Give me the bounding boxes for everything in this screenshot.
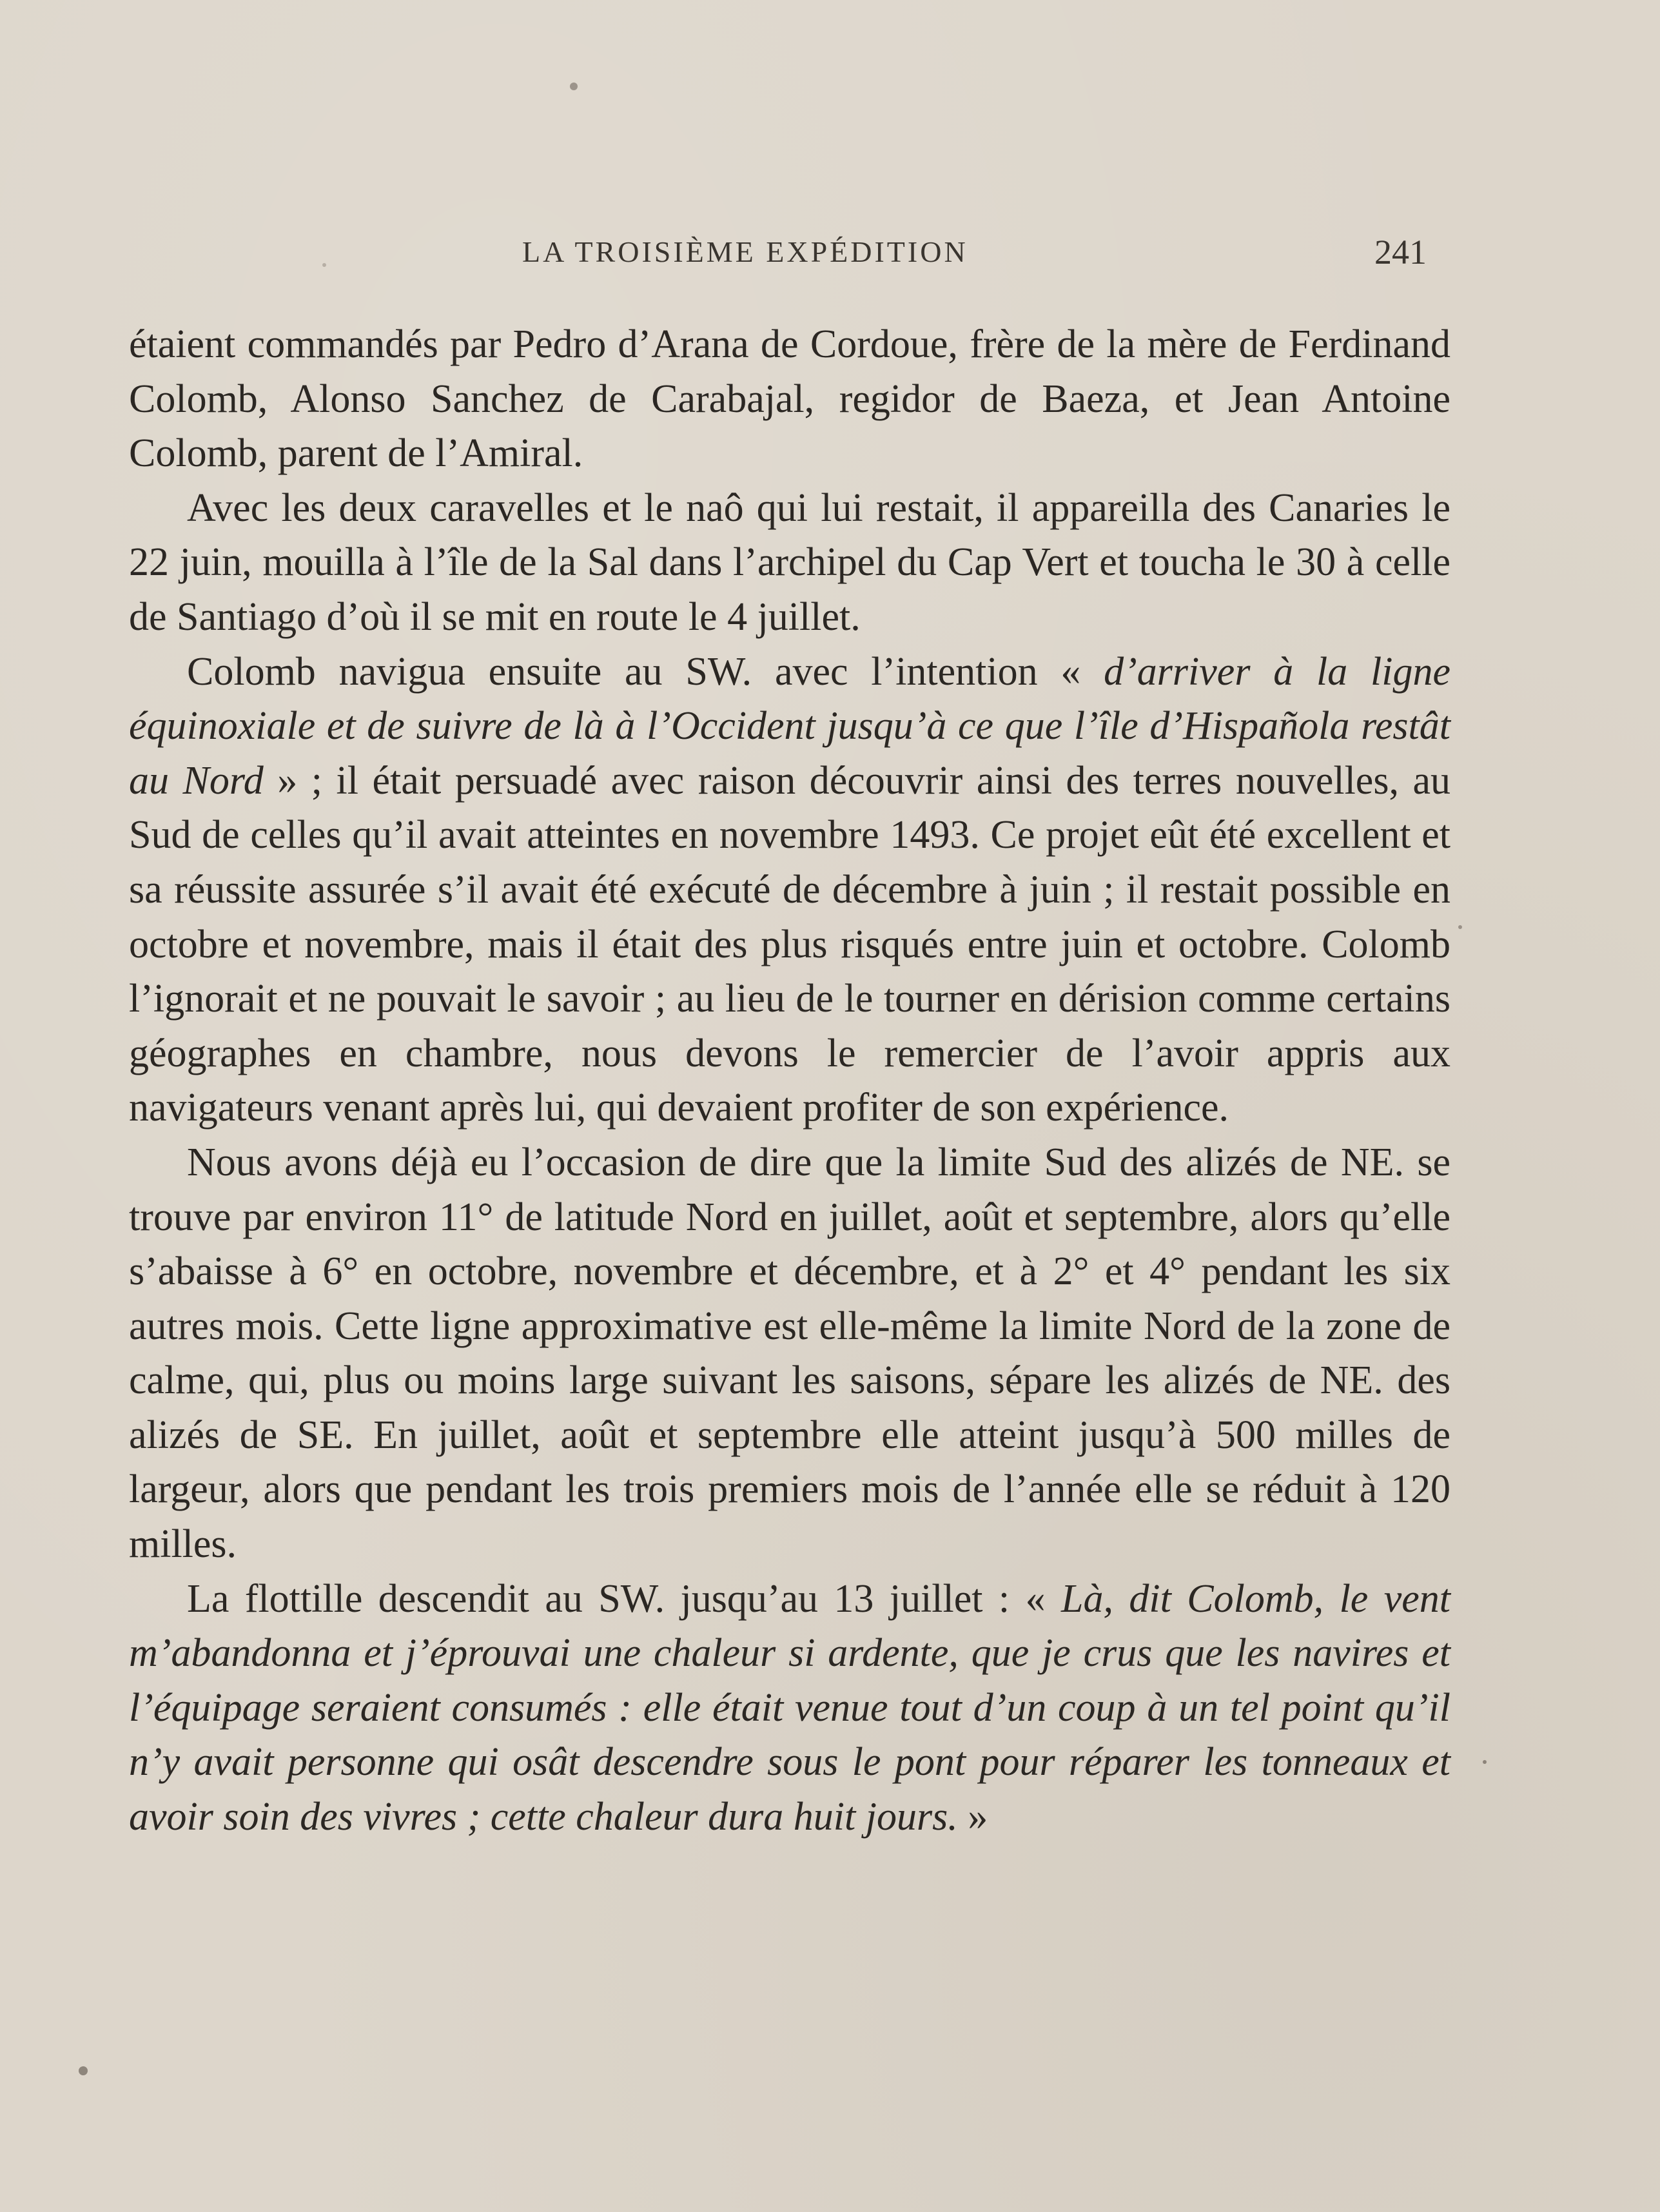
paragraph-1: étaient commandés par Pedro d’Arana de Cordoue, frère de la mère de Ferdinand Colomb, Alonso Sanchez de Carabajal, regidor de Baeza, et Jean Antoine Colomb, parent de l’Amiral. [129,322,1450,476]
running-title: LA TROISIÈME EXPÉDITION [522,235,968,268]
paragraph-5 [129,1572,1450,1845]
paper-speck [570,83,578,90]
paper-speck [79,2066,88,2075]
paragraph-3 [129,645,1450,1135]
paper-speck [1483,1760,1487,1764]
paragraph-3-lead: Colomb navigua ensuite au SW. avec l’intention « [187,649,1104,694]
page-number: 241 [1374,233,1427,271]
body-text [129,317,1450,1845]
paper-speck [1458,925,1462,929]
paragraph-2: Avec les deux caravelles et le naô qui lui restait, il appareilla des Canaries le 22 juin, mouilla à l’île de la Sal dans l’archipel du Cap Vert et toucha le 30 à celle de Santiago d’où il se mit en route le 4 juillet. [129,485,1450,639]
paragraph-4: Nous avons déjà eu l’occasion de dire que la limite Sud des alizés de NE. se trouve par environ 11° de latitude Nord en juillet, août et septembre, alors qu’elle s’abaisse à 6° en octobre, novembre et décembre, et à 2° et 4° pendant les six autres mois. Cette ligne approximative est elle-même la limite Nord de la zone de calme, qui, plus ou moins large suivant les saisons, sépare les alizés de NE. des alizés de SE. En juillet, août et septembre elle atteint jusqu’à 500 milles de largeur, alors que pendant les trois premiers mois de l’année elle se réduit à 120 milles. [129,1140,1450,1567]
paragraph-5-quote: Là, dit Colomb, le vent m’abandonna et j’éprouvai une chaleur si ardente, que je crus que les navires et l’équipage seraient consumés : elle était venue tout d’un coup à un tel point qu’il n’y avait personne qui osât descendre sous le pont pour réparer les tonneaux et avoir soin des vivres ; cette chaleur dura huit jours. [129,1576,1451,1839]
paragraph-5-close: » [957,1795,988,1839]
paragraph-3-quote: d’arriver à la ligne équinoxiale et de suivre de là à l’Occident jusqu’à ce que l’île d’Hispañola restât au Nord [129,649,1451,803]
paragraph-5-lead: La flottille descendit au SW. jusqu’au 13 juillet : « [187,1576,1062,1621]
paragraph-3-rest: » ; il était persuadé avec raison découvrir ainsi des terres nouvelles, au Sud de celles qu’il avait atteintes en novembre 1493. Ce projet eût été excellent et sa réussite assurée s’il avait été exécuté de décembre à juin ; il restait possible en octobre et novembre, mais il était des plus risqués entre juin et octobre. Colomb l’ignorait et ne pouvait le savoir ; au lieu de le tourner en dérision comme certains géographes en chambre, nous devons le remercier de l’avoir appris aux navigateurs venant après lui, qui devaient profiter de son expérience. [129,758,1450,1130]
paper-speck [322,263,326,267]
